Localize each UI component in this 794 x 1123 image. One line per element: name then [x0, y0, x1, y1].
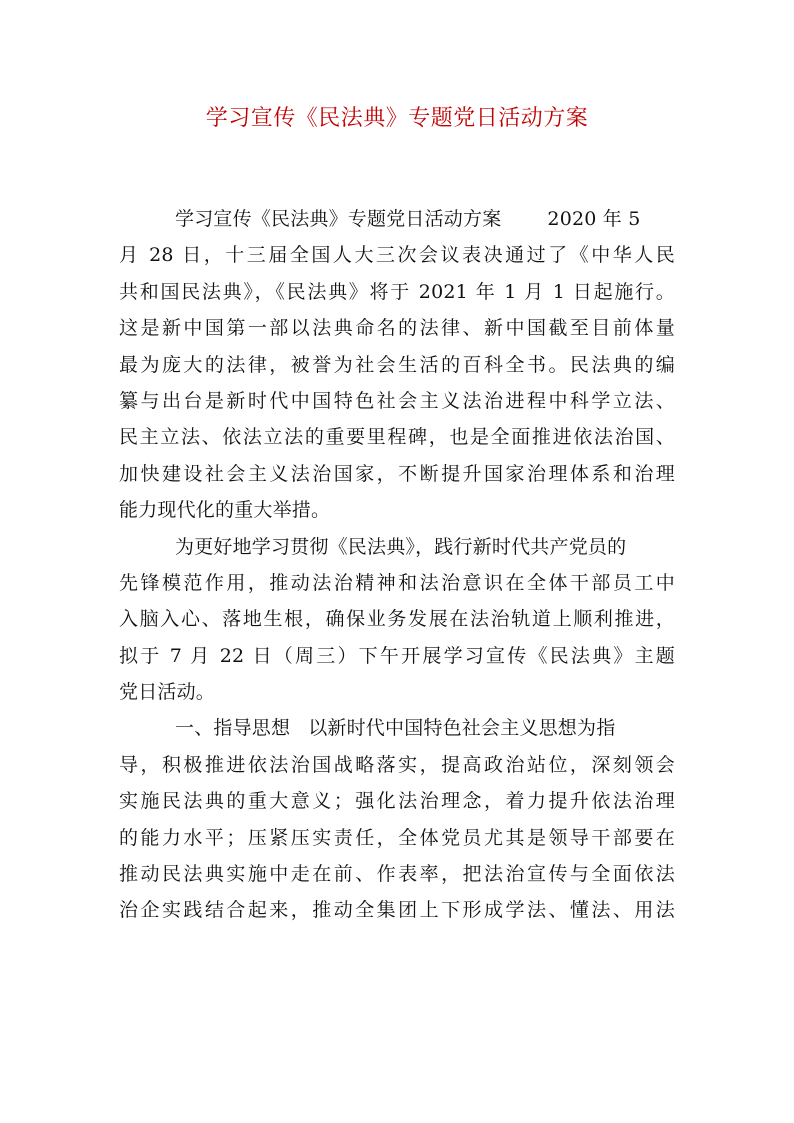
- paragraph-line: 最为庞大的法律，被誉为社会生活的百科全书。民法典的编: [119, 353, 675, 376]
- document-body: [119, 201, 675, 929]
- text-run: 2020 年 5: [547, 208, 641, 230]
- paragraph-line: 纂与出台是新时代中国特色社会主义法治进程中科学立法、: [119, 389, 675, 412]
- section-heading: 一、指导思想: [175, 717, 291, 740]
- paragraph-line: 加快建设社会主义法治国家，不断提升国家治理体系和治理: [119, 462, 675, 485]
- paragraph-line: 共和国民法典》，《民法典》将于 2021 年 1 月 1 日起施行。: [119, 280, 675, 303]
- paragraph-line: [119, 201, 675, 237]
- text-run: 学习宣传《民法典》专题党日活动方案: [175, 208, 502, 230]
- paragraph-line: 民主立法、依法立法的重要里程碑，也是全面推进依法治国、: [119, 426, 675, 449]
- text-run: 以新时代中国特色社会主义思想为指: [308, 717, 616, 740]
- paragraph-line: 治企实践结合起来，推动全集团上下形成学法、懂法、用法: [119, 899, 675, 922]
- paragraph-line: 导，积极推进依法治国战略落实，提高政治站位，深刻领会: [119, 753, 675, 776]
- paragraph-line: 实施民法典的重大意义；强化法治理念，着力提升依法治理: [119, 790, 675, 813]
- paragraph-line: 月 28 日，十三届全国人大三次会议表决通过了《中华人民: [119, 244, 675, 267]
- paragraph-line: 为更好地学习贯彻《民法典》，践行新时代共产党员的: [175, 535, 627, 558]
- paragraph-line: 这是新中国第一部以法典命名的法律、新中国截至目前体量: [119, 317, 675, 340]
- paragraph-line: 入脑入心、落地生根，确保业务发展在法治轨道上顺利推进，: [119, 608, 675, 631]
- paragraph-line: 拟于 7 月 22 日（周三）下午开展学习宣传《民法典》主题: [119, 644, 675, 667]
- paragraph-line: 能力现代化的重大举措。: [119, 499, 331, 522]
- paragraph-line: 推动民法典实施中走在前、作表率，把法治宣传与全面依法: [119, 863, 675, 886]
- paragraph-line: [119, 710, 675, 746]
- paragraph-line: 党日活动。: [119, 681, 216, 704]
- document-title: 学习宣传《民法典》专题党日活动方案: [205, 106, 589, 131]
- paragraph-line: 的能力水平；压紧压实责任，全体党员尤其是领导干部要在: [119, 826, 675, 849]
- paragraph-line: 先锋模范作用，推动法治精神和法治意识在全体干部员工中: [119, 571, 675, 594]
